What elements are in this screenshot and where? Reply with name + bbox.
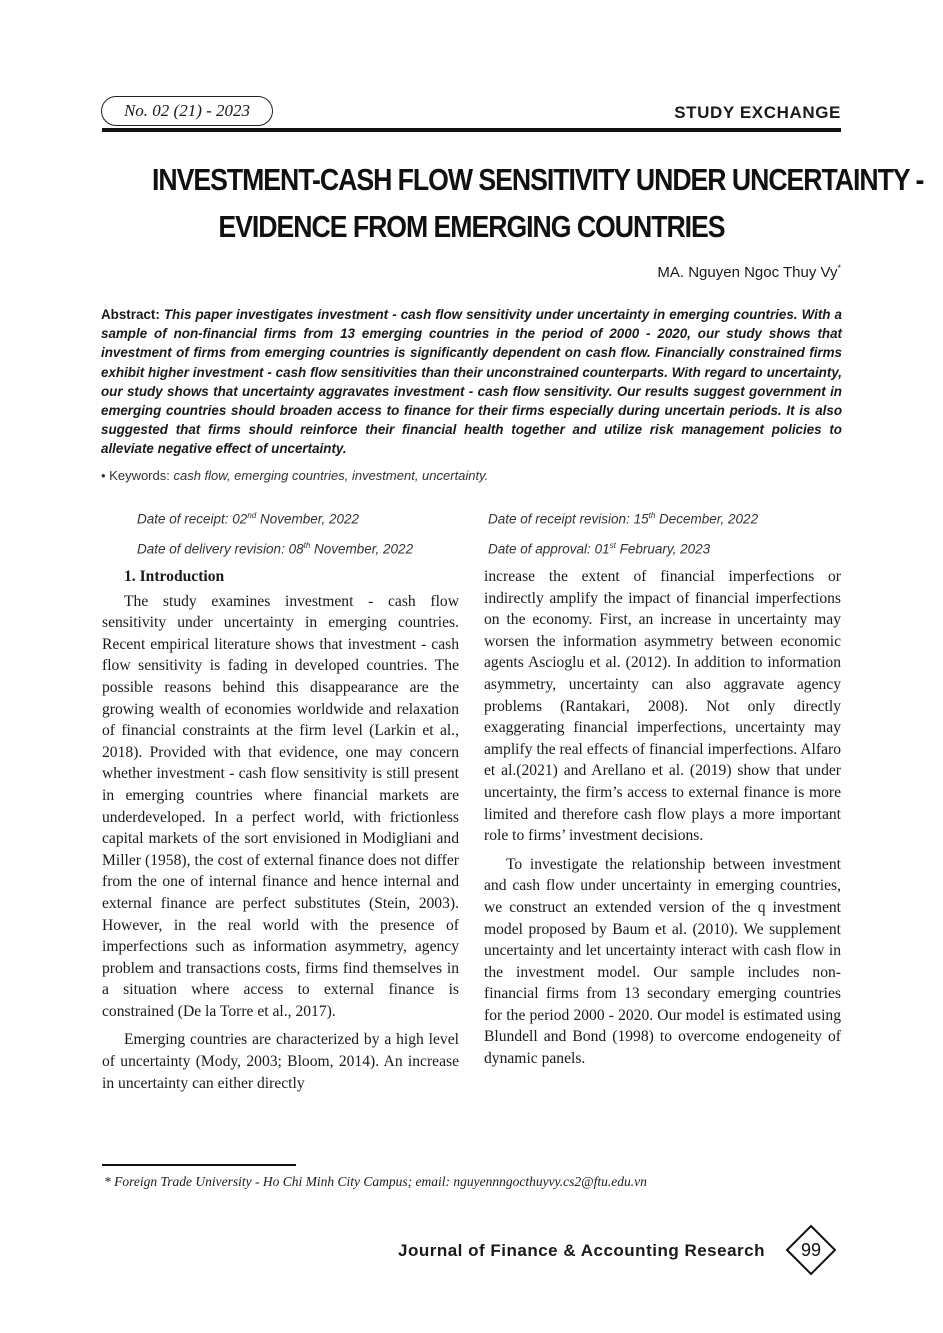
abstract-label: Abstract: [101,307,160,322]
keywords [101,468,842,483]
date-receipt: Date of receipt: 02nd November, 2022 [137,511,360,527]
paragraph: To investigate the relationship between investment and cash flow under uncertainty in emerging countries, we construct an extended version of the q investment model proposed by Baum et al. (2010). We supplement uncertainty and let uncertainty interact with cash flow in the investment model. Our sample includes non-financial firms from 13 secondary emerging countries for the period 2000 - 2020. Our model is estimated using Blundell and Bond (1998) to overcome endogeneity of dynamic panels. [484,855,841,1068]
paragraph: The study examines investment - cash flow sensitivity under uncertainty in emerging countries. Recent empirical literature shows that investment - cash flow sensitivity is fading in developed countries. The possible reasons behind this disappearance are the growing wealth of economies worldwide and relaxation of financial constraints at the firm level (Larkin et al., 2018). Provided with that evidence, one may concern whether investment - cash flow sensitivity is still present in emerging countries where financial markets are underdeveloped. In a perfect world, with frictionless capital markets of the sort envisioned in Modigliani and Miller (1958), the cost of external finance does not differ from the one of internal finance and hence internal and external finance are perfect substitutes (Stein, 2003). However, in the real world with the presence of imperfections such as information asymmetry, agency problem and transactions costs, firms find themselves in a situation where access to external finance is constrained (De la Torre et al., 2017). [102,592,459,1020]
header-divider [102,128,841,132]
paragraph: Emerging countries are characterized by a high level of uncertainty (Mody, 2003; Bloom, 2014). An increase in uncertainty can either directly [102,1031,459,1092]
abstract-text: This paper investigates investment - cash flow sensitivity under uncertainty in emerging countries. With a sample of non-financial firms from 13 emerging countries in the period of 2000 - 2020, our study shows that investment of firms from emerging countries is significantly dependent on cash flow. Financially constrained firms exhibit higher investment - cash flow sensitivities than their unconstrained counterparts. With regard to uncertainty, our study shows that uncertainty aggravates investment - cash flow sensitivity. Our results suggest government in emerging countries should broaden access to finance for their firms especially during uncertain periods. It is also suggested that firms should reinforce their financial health together and utilize risk management policies to alleviate negative effect of uncertainty. [101,307,842,457]
section-label: STUDY EXCHANGE [674,103,841,122]
footnote: * Foreign Trade University - Ho Chi Minh City Campus; email: nguyennngocthuyvy.cs2@ftu.edu.vn [104,1174,647,1189]
section-heading-introduction: 1. Introduction [124,568,225,585]
journal-name: Journal of Finance & Accounting Research [398,1241,765,1260]
dates-block [137,506,842,559]
title-line-2: EVIDENCE FROM EMERGING COUNTRIES [218,209,725,244]
abstract [101,305,842,459]
title-line-1: INVESTMENT-CASH FLOW SENSITIVITY UNDER UNCERTAINTY - [152,162,924,197]
body-column-right [484,566,841,1070]
issue-number: No. 02 (21) - 2023 [123,101,251,120]
author-footnote-marker: * [837,263,841,273]
paper-title [152,156,924,250]
page-number: 99 [800,1239,822,1260]
page-number-badge [785,1224,837,1276]
date-approval: Date of approval: 01st February, 2023 [488,540,711,556]
author [657,263,841,281]
date-receipt-revision: Date of receipt revision: 15th December, 2022 [488,511,759,527]
keywords-label: • Keywords: [101,468,170,483]
issue-number-badge [101,96,273,126]
paragraph: increase the extent of financial imperfections or indirectly amplify the impact of financial imperfections on the economy. First, an increase in uncertainty may worsen the information asymmetry between economic agents Ascioglu et al. (2012). In addition to information asymmetry, uncertainty can also aggravate agency problems (Rantakari, 2008). Not only directly exaggerating financial imperfections, uncertainty may amplify the real effects of financial imperfections. Alfaro et al.(2021) and Arellano et al. (2019) show that under uncertainty, the firm’s access to external finance is more limited and therefore cash flow plays a more important role to firms’ investment decisions. [484,568,841,845]
body-column-left [102,566,459,1094]
date-delivery-revision: Date of delivery revision: 08th November, 2022 [137,540,414,556]
author-name: MA. Nguyen Ngoc Thuy Vy [657,264,838,281]
footnote-divider [102,1164,296,1166]
keywords-values: cash flow, emerging countries, investment, uncertainty. [173,468,489,483]
